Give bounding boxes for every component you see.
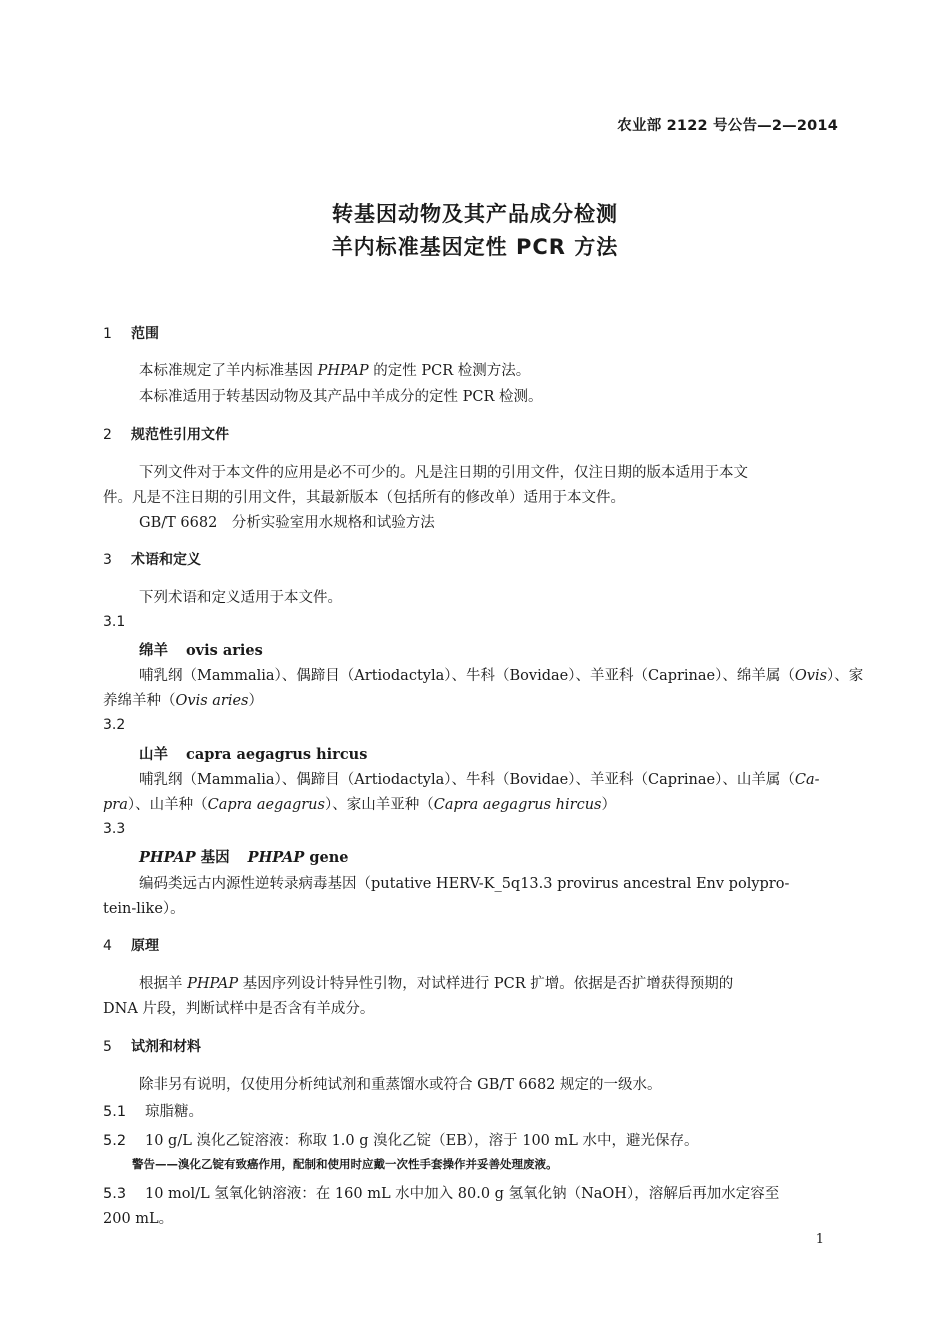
section-number: 1 [103,326,112,342]
section-heading-3 [103,549,201,569]
section-number: 3 [103,552,112,568]
paragraph: 下列文件对于本文件的应用是必不可少的。凡是注日期的引用文件，仅注日期的版本适用于本文 [139,465,748,481]
section-heading-5 [103,1036,201,1056]
term-definition: pra）、山羊种（Capra aegagrus）、家山羊亚种（Capra aegagrus hircus） [103,797,616,813]
section-title: 规范性引用文件 [131,427,229,443]
term-title: 绵羊 ovis aries [139,642,263,659]
section-heading-2 [103,424,229,444]
term-number-3-3: 3.3 [103,821,126,837]
section-title: 试剂和材料 [131,1039,201,1055]
section-number: 2 [103,427,112,443]
list-item-5-2: 5.2 10 g/L 溴化乙锭溶液：称取 1.0 g 溴化乙锭（EB），溶于 100 mL 水中，避光保存。 [103,1133,699,1149]
term-definition: 养绵羊种（Ovis aries） [103,693,264,709]
paragraph: 下列术语和定义适用于本文件。 [139,590,342,606]
term-definition: 编码类远古内源性逆转录病毒基因（putative HERV-K_5q13.3 provirus ancestral Env polypro- [139,876,790,892]
section-title: 原理 [131,938,159,954]
section-title: 范围 [131,326,159,342]
list-item-5-3: 5.3 10 mol/L 氢氧化钠溶液：在 160 mL 水中加入 80.0 g 氢氧化钠（NaOH），溶解后再加水定容至 [103,1186,780,1202]
section-heading-1 [103,323,159,343]
section-number: 5 [103,1039,112,1055]
document-code: 农业部 2122 号公告—2—2014 [617,118,838,134]
paragraph: DNA 片段，判断试样中是否含有羊成分。 [103,1001,375,1017]
term-title: PHPAP 基因 PHPAP gene [139,849,349,866]
term-definition: tein-like）。 [103,901,185,917]
reference-entry: GB/T 6682 分析实验室用水规格和试验方法 [139,515,435,531]
term-definition: 哺乳纲（Mammalia）、偶蹄目（Artiodactyla）、牛科（Bovidae）、羊亚科（Caprinae）、绵羊属（Ovis）、家 [139,668,864,684]
document-title-line2: 羊内标准基因定性 PCR 方法 [331,235,619,259]
paragraph: 除非另有说明，仅使用分析纯试剂和重蒸馏水或符合 GB/T 6682 规定的一级水。 [139,1077,662,1093]
paragraph: 本标准规定了羊内标准基因 PHPAP 的定性 PCR 检测方法。 [139,363,531,379]
section-number: 4 [103,938,112,954]
section-title: 术语和定义 [131,552,201,568]
paragraph: 件。凡是不注日期的引用文件，其最新版本（包括所有的修改单）适用于本文件。 [103,490,625,506]
term-number-3-2: 3.2 [103,717,126,733]
section-heading-4 [103,935,159,955]
paragraph: 根据羊 PHPAP 基因序列设计特异性引物，对试样进行 PCR 扩增。依据是否扩增获得预期的 [139,976,734,992]
term-definition: 哺乳纲（Mammalia）、偶蹄目（Artiodactyla）、牛科（Bovidae）、羊亚科（Caprinae）、山羊属（Ca- [139,772,820,788]
warning-note: 警告——溴化乙锭有致癌作用，配制和使用时应戴一次性手套操作并妥善处理废液。 [132,1157,558,1171]
paragraph: 200 mL。 [103,1211,174,1227]
page-number: 1 [815,1232,824,1247]
list-item-5-1: 5.1 琼脂糖。 [103,1104,203,1120]
paragraph: 本标准适用于转基因动物及其产品中羊成分的定性 PCR 检测。 [139,389,543,405]
document-title-line1: 转基因动物及其产品成分检测 [332,202,618,226]
term-number-3-1: 3.1 [103,614,126,630]
term-title: 山羊 capra aegagrus hircus [139,746,368,763]
